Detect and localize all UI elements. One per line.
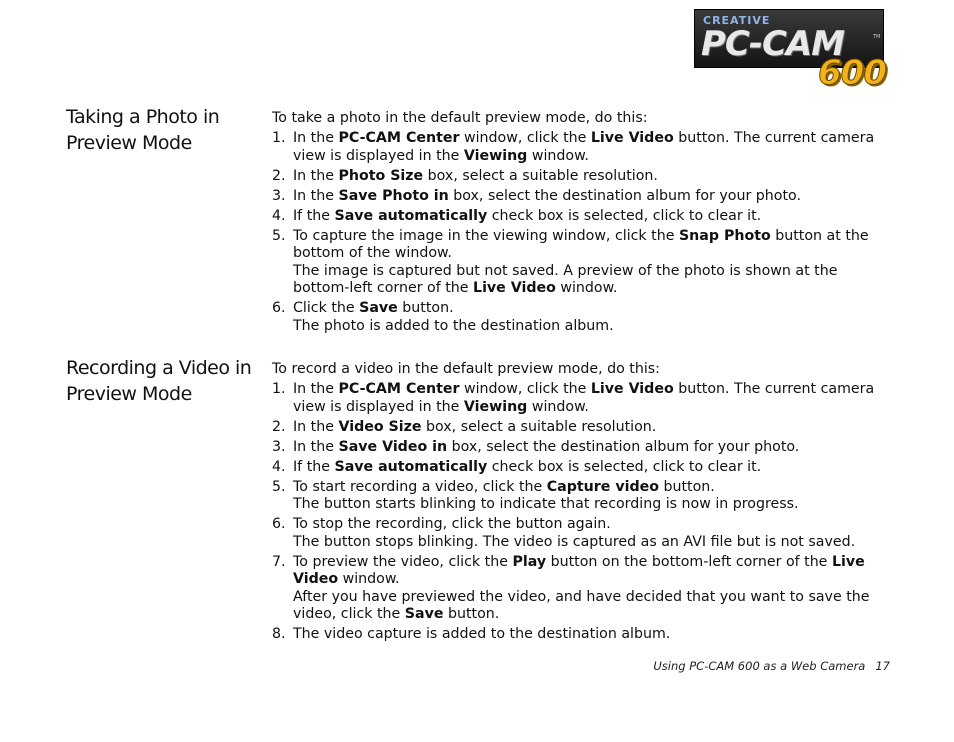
step-text-run: Click the — [293, 300, 360, 316]
logo-product: PC-CAM — [701, 24, 845, 64]
section-intro: To take a photo in the default preview mode, do this: — [272, 110, 648, 126]
step-text-run: check box is selected, click to clear it. — [487, 458, 762, 475]
step-number: 1. — [272, 130, 286, 146]
pc-cam-600-logo — [694, 9, 898, 95]
step-text — [293, 228, 869, 262]
step-text-run: In the — [293, 418, 339, 435]
step-number: 4. — [272, 458, 286, 475]
step-text — [293, 439, 799, 455]
step-number: 2. — [272, 418, 286, 435]
step-text — [293, 459, 761, 475]
step-item — [272, 479, 892, 514]
step-text-run: To preview the video, click the — [293, 553, 513, 570]
step-text-run: button. The current camera view is displayed in the — [293, 381, 875, 415]
step-text-run: check box is selected, click to clear it. — [487, 207, 762, 224]
step-result-note — [293, 496, 892, 514]
step-text-run: The photo is added to the destination album. — [293, 317, 614, 334]
step-number: 7. — [272, 553, 286, 570]
step-text — [293, 300, 454, 316]
step-text — [293, 516, 611, 532]
ui-term: Live Video — [590, 381, 674, 397]
step-text-run: box, select a suitable resolution. — [423, 167, 658, 184]
step-text-run: The video capture is added to the destination album. — [293, 626, 671, 642]
step-text — [293, 626, 670, 642]
step-item — [272, 188, 892, 206]
ui-term: Save automatically — [334, 458, 488, 475]
step-text — [293, 188, 801, 204]
step-text-run: box, select the destination album for your photo. — [448, 187, 801, 204]
step-text-run: window. — [527, 147, 589, 164]
ui-term: PC-CAM Center — [338, 130, 460, 146]
step-text-run: button. — [658, 478, 715, 495]
step-result-note — [293, 263, 892, 298]
step-item — [272, 554, 892, 624]
ui-term: Video Size — [338, 418, 422, 435]
section-intro: To record a video in the default preview mode, do this: — [272, 361, 660, 377]
logo-brand: CREATIVE — [703, 14, 771, 27]
section-heading: Recording a Video in Preview Mode — [66, 357, 252, 405]
step-number: 6. — [272, 516, 286, 532]
logo-model-number: 600 — [818, 53, 886, 93]
step-text-run: window. — [527, 398, 589, 415]
ui-term: Snap Photo — [678, 227, 771, 244]
section-body — [272, 109, 892, 338]
step-text — [293, 554, 865, 588]
step-text-run: box, select the destination album for your photo. — [447, 438, 800, 455]
step-text-run: To capture the image in the viewing window, click the — [293, 227, 679, 244]
step-text-run: To stop the recording, click the button again. — [293, 516, 611, 532]
ui-term: Play — [512, 553, 547, 570]
step-text-run: button. The current camera view is displayed in the — [293, 130, 875, 164]
step-text-run: window. — [338, 571, 400, 587]
step-text-run: box, select a suitable resolution. — [421, 418, 657, 435]
logo-trademark: TM — [873, 34, 881, 40]
step-item — [272, 626, 892, 644]
ui-term: Viewing — [463, 398, 528, 415]
footer-title: Using PC-CAM 600 as a Web Camera — [653, 659, 866, 673]
step-number: 5. — [272, 478, 286, 495]
step-item — [272, 516, 892, 551]
ui-term: Save automatically — [334, 207, 488, 224]
step-text-run: If the — [293, 458, 335, 475]
step-text-run: button on the bottom-left corner of the — [546, 553, 832, 570]
step-number: 5. — [272, 227, 286, 244]
page-footer — [530, 659, 890, 673]
ui-term: Save — [359, 300, 398, 316]
step-text — [293, 208, 761, 224]
step-item — [272, 130, 892, 165]
ui-term: PC-CAM Center — [338, 381, 460, 397]
step-text-run: If the — [293, 207, 335, 224]
steps-list — [272, 381, 892, 644]
step-result-note — [293, 534, 892, 552]
step-text-run: In the — [293, 167, 339, 184]
step-text-run: In the — [293, 130, 339, 146]
step-item — [272, 459, 892, 477]
step-item — [272, 208, 892, 226]
step-text-run: window. — [555, 280, 618, 296]
step-item — [272, 419, 892, 437]
step-text-run: button. — [443, 606, 500, 622]
step-text-run: The image is captured but not saved. A preview of the photo is shown at the bottom-left corner of the — [293, 262, 838, 296]
step-text-run: After you have previewed the video, and have decided that you want to save the video, click the — [293, 588, 870, 622]
ui-term: Live Video — [473, 280, 556, 296]
ui-term: Capture video — [546, 478, 659, 495]
step-number: 4. — [272, 207, 286, 224]
ui-term: Viewing — [463, 147, 528, 164]
page-number: 17 — [875, 659, 890, 673]
step-item — [272, 300, 892, 335]
ui-term: Save Photo in — [338, 187, 449, 204]
step-text — [293, 479, 715, 495]
step-text-run: In the — [293, 381, 339, 397]
step-number: 6. — [272, 300, 286, 316]
step-number: 3. — [272, 438, 286, 455]
step-item — [272, 381, 892, 416]
step-number: 3. — [272, 187, 286, 204]
step-item — [272, 228, 892, 298]
step-text-run: button at the bottom of the window. — [293, 227, 869, 261]
ui-term: Save — [404, 606, 444, 622]
step-number: 1. — [272, 381, 286, 397]
step-text-run: In the — [293, 438, 339, 455]
step-text-run: button. — [397, 300, 454, 316]
step-result-note — [293, 589, 892, 624]
ui-term: Live Video — [590, 130, 674, 146]
step-text — [293, 381, 874, 415]
ui-term: Live Video — [293, 553, 865, 587]
step-result-note — [293, 318, 892, 336]
step-item — [272, 439, 892, 457]
step-number: 8. — [272, 626, 286, 642]
step-item — [272, 168, 892, 186]
step-text-run: To start recording a video, click the — [293, 478, 547, 495]
step-text-run: The button stops blinking. The video is captured as an AVI file but is not saved. — [293, 533, 856, 550]
section-body — [272, 360, 892, 646]
section-heading: Taking a Photo in Preview Mode — [66, 106, 220, 154]
step-text-run: window, click the — [459, 381, 591, 397]
ui-term: Photo Size — [338, 167, 424, 184]
step-text-run: window, click the — [459, 130, 591, 146]
step-number: 2. — [272, 167, 286, 184]
step-text — [293, 168, 658, 184]
steps-list — [272, 130, 892, 335]
step-text-run: The button starts blinking to indicate that recording is now in progress. — [293, 496, 799, 512]
step-text-run: In the — [293, 187, 339, 204]
ui-term: Save Video in — [338, 438, 448, 455]
step-text — [293, 130, 874, 164]
step-text — [293, 419, 656, 435]
